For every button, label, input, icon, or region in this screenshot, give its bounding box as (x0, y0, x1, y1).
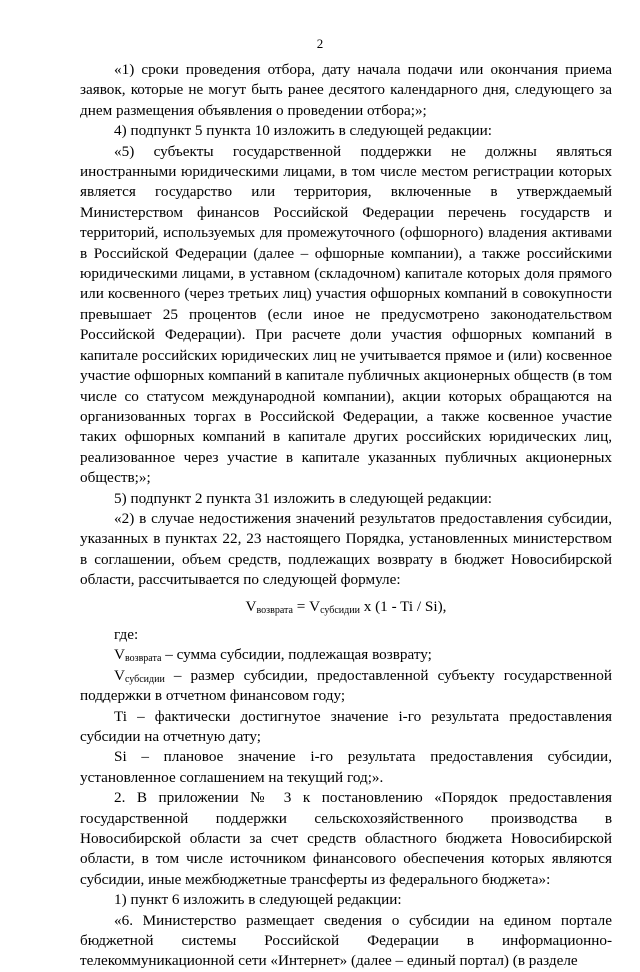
paragraph-offshore-requirement: «5) субъекты государственной поддержки не должны являться иностранными юридическими лицами, в том числе местом регистрации которых является государство или территория, включенные в утверждаемый Министерством финансов Российской Федерации перечень государств и территорий, используемых для промежуточного (офшорного) владения активами в Российской Федерации (далее – офшорные компании), а также российскими юридическими лицами, в уставном (складочном) капитале которых доля прямого или косвенного (через третьих лиц) участия офшорных компаний в совокупности превышает 25 процентов (если иное не предусмотрено законодательством Российской Федерации). При расчете доли участия офшорных компаний в капитале российских юридических лиц не учитывается прямое и (или) косвенное участие офшорных компаний в капитале публичных акционерных обществ (в том числе со статусом международной компании), акции которых обращаются на организованных торгах в Российской Федерации, а также косвенное участие таких офшорных компаний в капитале других российских юридических лиц, реализованное через участие в капитале указанных публичных акционерных обществ;»; (80, 142, 612, 487)
definition-v-return-symbol: V (114, 646, 125, 664)
definition-v-return-sub: возврата (124, 653, 162, 665)
formula-equals: = (292, 597, 310, 615)
refund-formula (80, 597, 612, 617)
paragraph-deadlines: «1) сроки проведения отбора, дату начала подачи или окончания приема заявок, которые не могут быть ранее десятого календарного дня, следующего за днем размещения объявления о проведении отбора;»; (80, 61, 612, 119)
formula-v-return: V (245, 597, 257, 615)
paragraph-amend-point-31: 5) подпункт 2 пункта 31 изложить в следующей редакции: (114, 489, 493, 507)
formula-sub-subsidy: субсидии (320, 604, 360, 616)
definition-v-return (80, 645, 612, 665)
paragraph-amend-point-10: 4) подпункт 5 пункта 10 изложить в следующей редакции: (114, 122, 493, 140)
paragraph-appendix-3: 2. В приложении № 3 к постановлению «Порядок предоставления государственной поддержки сельскохозяйственного производства в Новосибирской области за счет средств областного бюджета Новосибирской области, в том числе источником финансового обеспечения которых являются субсидии, иные межбюджетные трансферты из федерального бюджета»: (80, 789, 612, 888)
definition-v-subsidy-symbol: V (114, 666, 125, 684)
paragraph-refund-rule: «2) в случае недостижения значений результатов предоставления субсидии, указанных в пунктах 22, 23 настоящего Порядка, установленных министерством в соглашении, объем средств, подлежащих возврату в бюджет Новосибирской области, рассчитывается по следующей формуле: (80, 509, 612, 589)
definition-v-return-text: – сумма субсидии, подлежащая возврату; (161, 646, 432, 664)
paragraph-unified-portal: «6. Министерство размещает сведения о субсидии на едином портале бюджетной системы Российской Федерации в информационно-телекоммуникационной сети «Интернет» (далее – единый портал) (в разделе (80, 911, 612, 970)
definition-v-subsidy (80, 666, 612, 707)
page-number: 2 (316, 36, 324, 51)
definition-si: Si – плановое значение i-го результата предоставления субсидии, установленное соглашением на текущий год;». (80, 748, 612, 786)
definitions-intro: где: (114, 625, 139, 643)
formula-rest: x (1 - Ti / Si), (359, 597, 447, 615)
definition-v-subsidy-sub: субсидии (124, 673, 165, 685)
document-body (80, 60, 612, 972)
formula-sub-return: возврата (256, 604, 293, 616)
formula-v-subsidy: V (309, 597, 321, 615)
definition-v-subsidy-text: – размер субсидии, предоставленной субъекту государственной поддержки в отчетном финансовом году; (80, 666, 612, 705)
paragraph-amend-point-6: 1) пункт 6 изложить в следующей редакции: (114, 891, 402, 909)
definition-ti: Ti – фактически достигнутое значение i-го результата предоставления субсидии на отчетную дату; (80, 707, 612, 745)
